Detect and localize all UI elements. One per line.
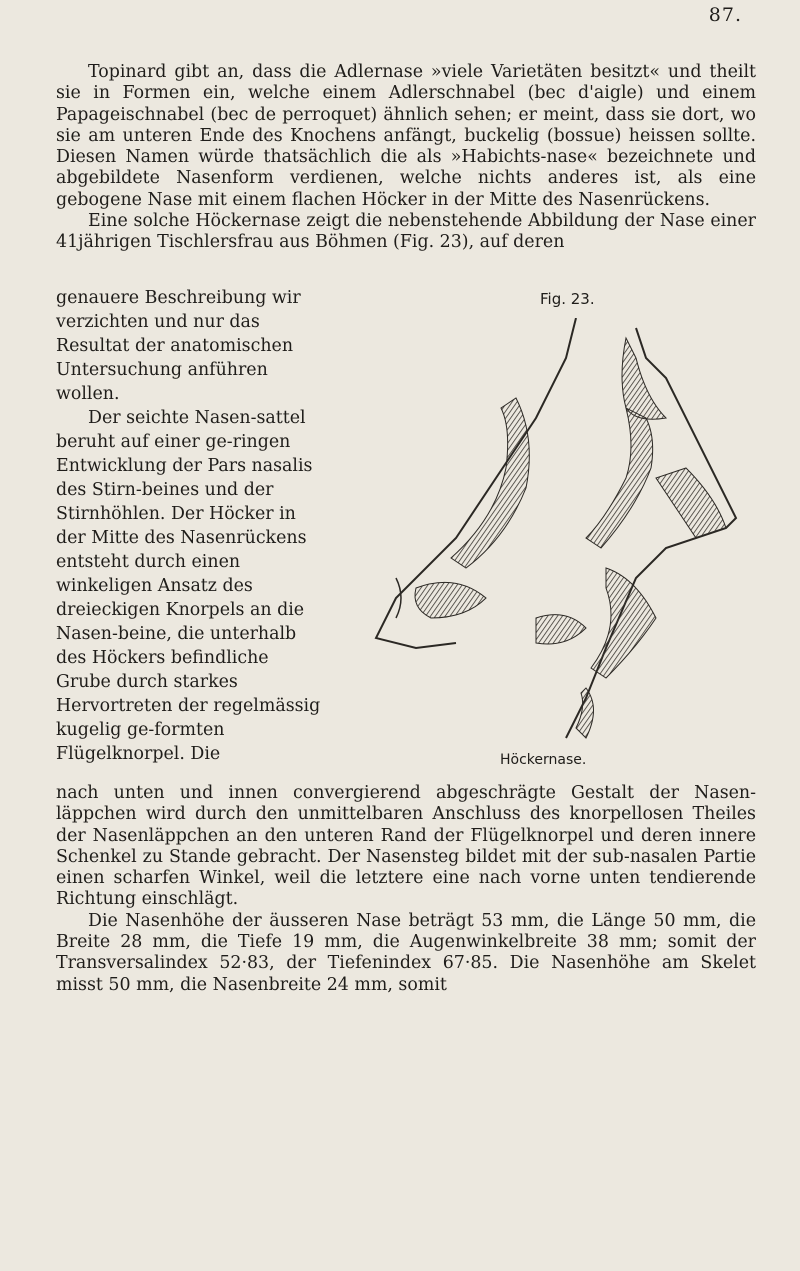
paragraph-6: Die Nasenhöhe der äusseren Nase beträgt 53 mm, die Länge 50 mm, die Breite 28 mm, die Tiefe 19 mm, die Augenwinkelbreite 38 mm; somit der Transversalindex 52·83, der Tiefenindex 67·85. Die Nasenhöhe am Skelet misst 50 mm, die Nasenbreite 24 mm, somit: [56, 910, 756, 995]
paragraph-4: Der seichte Nasen-sattel beruht auf einer ge-ringen Entwicklung der Pars nasalis des Stirn-beines und der Stirnhöhlen. Der Höcker in der Mitte des Nasenrückens entsteht durch einen winkeligen Ansatz des dreieckigen Knorpels an die Nasen-beine, die unterhalb des Höckers befindliche Grube durch starkes Hervortreten der regelmässig kugelig ge-formten Flügelknorpel. Die: [56, 408, 321, 764]
text-top: [56, 62, 756, 254]
paragraph-5: nach unten und innen convergierend abgeschrägte Gestalt der Nasen-läppchen wird durch den unmittelbaren Anschluss des knorpellosen Theiles der Nasenläppchen an den unteren Rand der Flügelknorpel und deren innere Schenkel zu Stande gebracht. Der Nasensteg bildet mit der sub-nasalen Partie einen scharfen Winkel, weil die letztere eine nach vorne unten tendierende Richtung einschlägt.: [56, 783, 756, 910]
paragraph-1: Topinard gibt an, dass die Adlernase »viele Varietäten besitzt« und theilt sie in Formen ein, welche einem Adlerschnabel (bec d'aigle) und einem Papageischnabel (bec de perroquet) ähnlich sehen; er meint, dass sie dort, wo sie am unteren Ende des Knochens anfängt, buckelig (bossue) heissen sollte. Diesen Namen würde thatsächlich die als »Habichts-nase« bezeichnete und abgebildete Nasenform verdienen, welche nichts anderes ist, als eine gebogene Nase mit einem flachen Höcker in der Mitte des Nasenrückens.: [56, 62, 756, 210]
figure-caption: Höckernase.: [500, 752, 587, 768]
paragraph-3: genauere Beschreibung wir verzichten und nur das Resultat der anatomischen Untersuchung anführen wollen.: [56, 288, 301, 404]
figure-label: Fig. 23.: [540, 290, 595, 308]
paragraph-2: Eine solche Höckernase zeigt die nebenstehende Abbildung der Nase einer 41jährigen Tischlersfrau aus Böhmen (Fig. 23), auf deren: [56, 211, 756, 253]
page-number: 87.: [708, 4, 742, 26]
text-wrap: [56, 286, 328, 766]
nose-skull-illustration: [336, 318, 746, 758]
text-bottom: [56, 783, 756, 996]
